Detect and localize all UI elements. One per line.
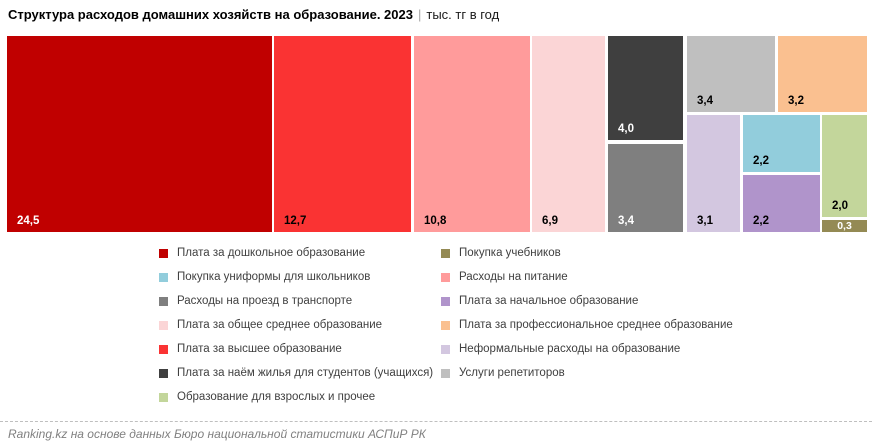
tile-value-label: 3,4 bbox=[697, 94, 713, 107]
legend-label: Плата за наём жилья для студентов (учащихся) bbox=[177, 367, 434, 379]
legend-label: Покупка учебников bbox=[459, 247, 561, 259]
legend-label: Плата за дошкольное образование bbox=[177, 247, 366, 259]
legend-label: Неформальные расходы на образование bbox=[459, 343, 681, 355]
tile-value-label: 0,3 bbox=[837, 219, 852, 232]
title-separator: | bbox=[417, 7, 422, 22]
tile-value-label: 2,2 bbox=[753, 154, 769, 167]
legend-swatch-icon bbox=[441, 321, 450, 330]
legend-swatch-icon bbox=[441, 273, 450, 282]
legend-item bbox=[159, 337, 433, 361]
legend-swatch-icon bbox=[159, 273, 168, 282]
legend-label: Расходы на проезд в транспорте bbox=[177, 295, 353, 307]
legend-swatch-icon bbox=[441, 297, 450, 306]
treemap-tile bbox=[822, 220, 867, 232]
legend-swatch-icon bbox=[159, 249, 168, 258]
legend-label: Услуги репетиторов bbox=[459, 367, 565, 379]
legend-swatch-icon bbox=[441, 249, 450, 258]
legend-item bbox=[159, 385, 433, 409]
legend-swatch-icon bbox=[441, 369, 450, 378]
legend-item bbox=[441, 289, 733, 313]
legend-item bbox=[441, 241, 733, 265]
legend-item bbox=[159, 241, 433, 265]
tile-value-label: 12,7 bbox=[284, 214, 307, 227]
tile-value-label: 6,9 bbox=[542, 214, 558, 227]
legend-swatch-icon bbox=[159, 345, 168, 354]
tile-value-label: 2,0 bbox=[832, 199, 848, 212]
legend-item bbox=[441, 313, 733, 337]
legend-swatch-icon bbox=[441, 345, 450, 354]
treemap-tile bbox=[687, 115, 740, 232]
treemap-tile bbox=[274, 36, 411, 232]
footer-divider bbox=[0, 421, 872, 441]
legend-label: Образование для взрослых и прочее bbox=[177, 391, 376, 403]
treemap-tile bbox=[822, 115, 867, 217]
treemap-tile bbox=[414, 36, 530, 232]
chart-title-unit: тыс. тг в год bbox=[426, 7, 500, 22]
legend-label: Плата за начальное образование bbox=[459, 295, 639, 307]
legend-item bbox=[441, 265, 733, 289]
legend-item bbox=[159, 313, 433, 337]
tile-value-label: 4,0 bbox=[618, 122, 634, 135]
tile-value-label: 3,1 bbox=[697, 214, 713, 227]
legend-item bbox=[159, 361, 433, 385]
tile-value-label: 10,8 bbox=[424, 214, 447, 227]
legend-column-right bbox=[441, 241, 733, 385]
tile-value-label: 2,2 bbox=[753, 214, 769, 227]
tile-value-label: 24,5 bbox=[17, 214, 40, 227]
treemap-tile bbox=[532, 36, 605, 232]
treemap-tile bbox=[778, 36, 867, 112]
legend-swatch-icon bbox=[159, 297, 168, 306]
legend-label: Плата за высшее образование bbox=[177, 343, 342, 355]
legend-label: Расходы на питание bbox=[459, 271, 568, 283]
legend-label: Плата за профессиональное среднее образование bbox=[459, 319, 733, 331]
chart-title bbox=[8, 7, 499, 22]
legend-swatch-icon bbox=[159, 369, 168, 378]
tile-value-label: 3,2 bbox=[788, 94, 804, 107]
legend-column-left bbox=[159, 241, 433, 409]
treemap-chart bbox=[7, 36, 867, 232]
tile-value-label: 3,4 bbox=[618, 214, 634, 227]
legend-swatch-icon bbox=[159, 321, 168, 330]
legend-label: Покупка униформы для школьников bbox=[177, 271, 371, 283]
treemap-tile bbox=[743, 115, 820, 172]
legend-swatch-icon bbox=[159, 393, 168, 402]
treemap-tile bbox=[743, 175, 820, 232]
treemap-tile bbox=[608, 144, 683, 232]
legend-item bbox=[441, 361, 733, 385]
treemap-tile bbox=[7, 36, 272, 232]
treemap-tile bbox=[687, 36, 775, 112]
legend-label: Плата за общее среднее образование bbox=[177, 319, 383, 331]
treemap-tile bbox=[608, 36, 683, 140]
legend-item bbox=[441, 337, 733, 361]
legend-item bbox=[159, 265, 433, 289]
legend-item bbox=[159, 289, 433, 313]
chart-title-main: Структура расходов домашних хозяйств на образование. 2023 bbox=[8, 7, 413, 22]
source-note: Ranking.kz на основе данных Бюро национальной статистики АСПиР РК bbox=[8, 427, 426, 441]
legend bbox=[0, 241, 872, 413]
